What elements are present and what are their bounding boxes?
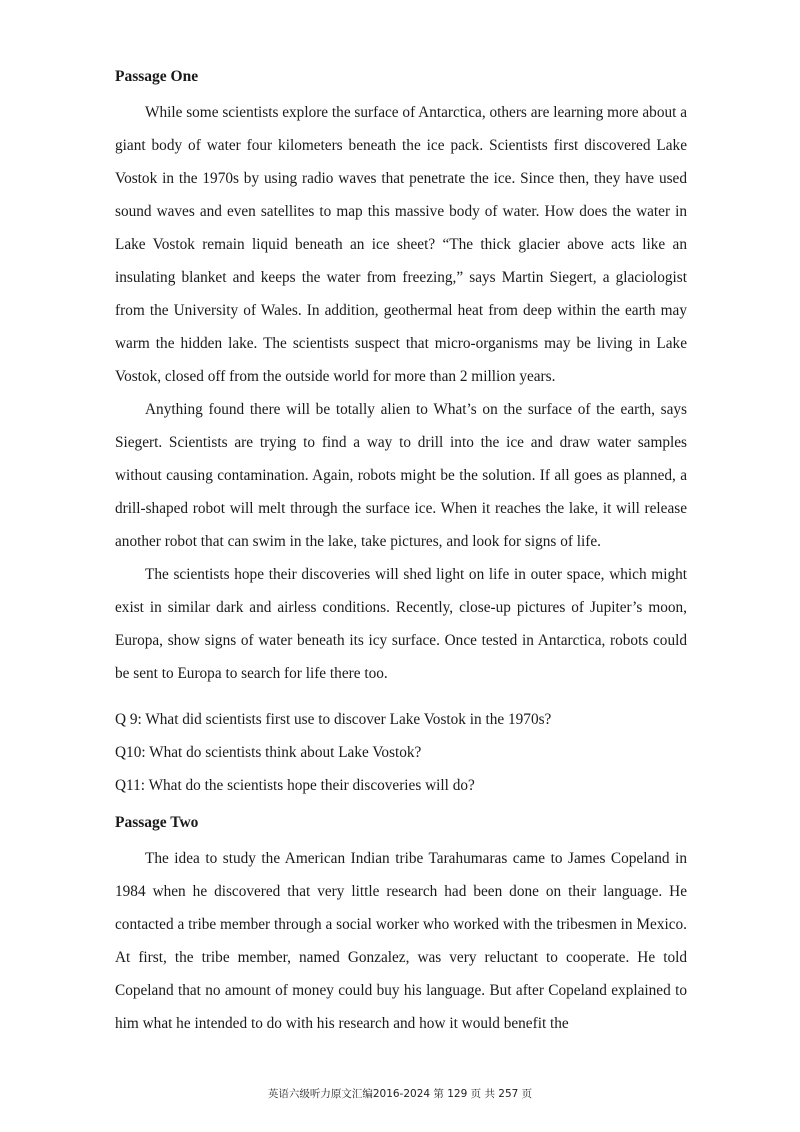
passage-one-paragraph-3: The scientists hope their discoveries will shed light on life in outer space, which might exist in similar dark and airless conditions. Recently, close-up pictures of Jupiter’s moon, Europa, show signs of water beneath its icy surface. Once tested in Antarctica, robots could be sent to Europa to search for life there too. <box>115 566 687 682</box>
page-footer: 英语六级听力原文汇编2016-2024 第 129 页 共 257 页 <box>267 1088 533 1100</box>
question-10: Q10: What do scientists think about Lake Vostok? <box>115 744 422 761</box>
document-page <box>115 66 687 1040</box>
passage-one-paragraph-2: Anything found there will be totally alien to What’s on the surface of the earth, says Siegert. Scientists are trying to find a way to drill into the ice and draw water samples without causing contamination. Again, robots might be the solution. If all goes as planned, a drill-shaped robot will melt through the surface ice. When it reaches the lake, it will release another robot that can swim in the lake, take pictures, and look for signs of life. <box>115 401 687 550</box>
passage-one-paragraph-1: While some scientists explore the surface of Antarctica, others are learning more about a giant body of water four kilometers beneath the ice pack. Scientists first discovered Lake Vostok in the 1970s by using radio waves that penetrate the ice. Since then, they have used sound waves and even satellites to map this massive body of water. How does the water in Lake Vostok remain liquid beneath an ice sheet? “The thick glacier above acts like an insulating blanket and keeps the water from freezing,” says Martin Siegert, a glaciologist from the University of Wales. In addition, geothermal heat from deep within the earth may warm the hidden lake. The scientists suspect that micro-organisms may be living in Lake Vostok, closed off from the outside world for more than 2 million years. <box>115 104 687 385</box>
passage-two-paragraph-1: The idea to study the American Indian tribe Tarahumaras came to James Copeland in 1984 when he discovered that very little research had been done on their language. He contacted a tribe member through a social worker who worked with the tribesmen in Mexico. At first, the tribe member, named Gonzalez, was very reluctant to cooperate. He told Copeland that no amount of money could buy his language. But after Copeland explained to him what he intended to do with his research and how it would benefit the <box>115 850 687 1032</box>
passage-two-title: Passage Two <box>115 814 199 831</box>
question-9: Q 9: What did scientists first use to discover Lake Vostok in the 1970s? <box>115 711 552 728</box>
passage-one-title: Passage One <box>115 68 199 85</box>
passage-one-questions <box>115 703 687 802</box>
question-11: Q11: What do the scientists hope their discoveries will do? <box>115 777 475 794</box>
